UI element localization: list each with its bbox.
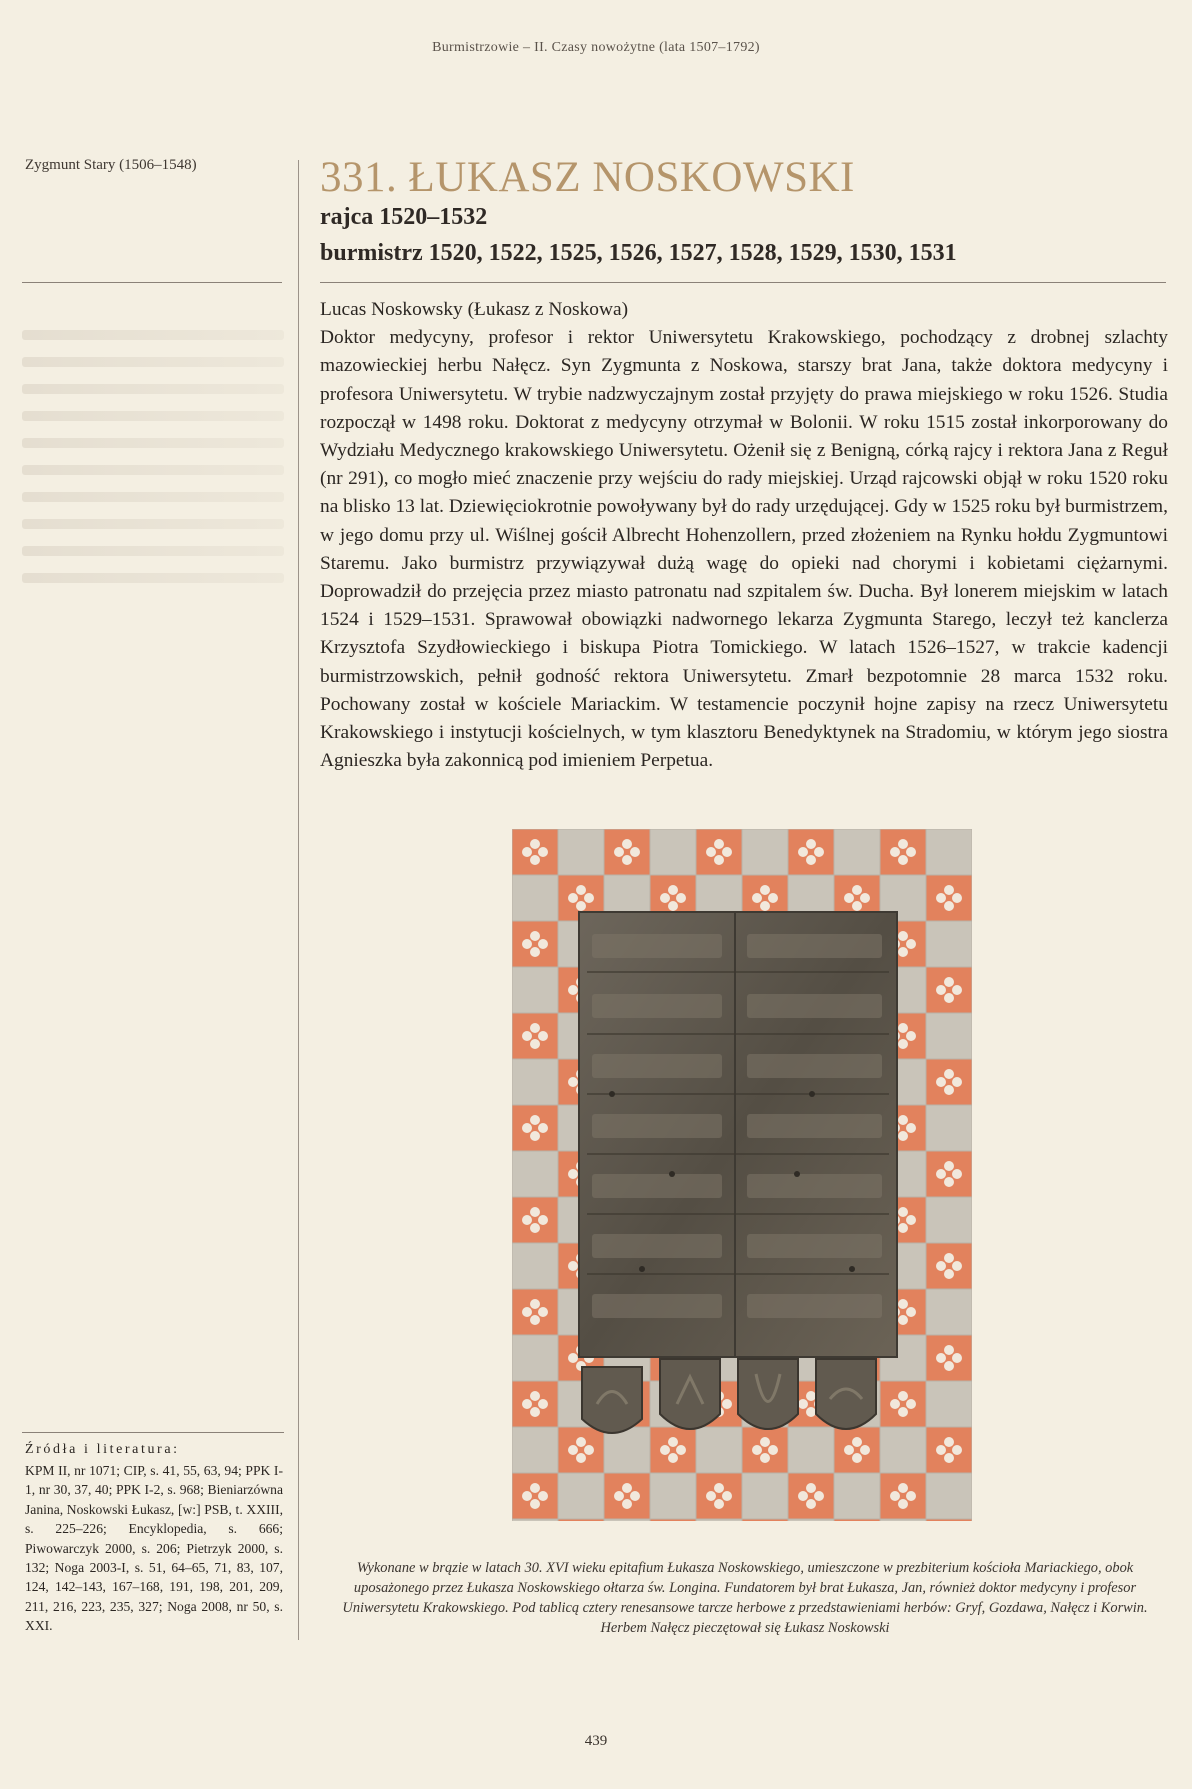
running-head: Burmistrzowie – II. Czasy nowożytne (lata 1507–1792) <box>432 40 760 55</box>
entry-council-years: rajca 1520–1532 <box>320 204 488 230</box>
bio-name-line: Lucas Noskowsky (Łukasz z Noskowa) <box>320 299 629 320</box>
title-divider <box>320 282 1166 283</box>
sources-divider <box>22 1432 284 1433</box>
page-number: 439 <box>584 1733 608 1749</box>
epitaph-photo <box>512 829 972 1521</box>
entry-title: 331. ŁUKASZ NOSKOWSKI <box>320 154 855 201</box>
sources-text: KPM II, nr 1071; CIP, s. 41, 55, 63, 94; PPK I-1, nr 30, 37, 40; PPK I-2, s. 968; Bieniarzówna Janina, Noskowski Łukasz, [w:] PSB, t. XXIII, s. 225–226; Encyklopedia, s. 666; Piwowarczyk 2000, s. 206; Pietrzyk 2000, s. 132; Noga 2003-I, s. 51, 64–65, 71, 83, 107, 124, 142–143, 167–168, 191, 198, 201, 209, 211, 216, 223, 235, 327; Noga 2008, nr 50, s. XXI. <box>25 1463 283 1634</box>
bio-text: Doktor medycyny, profesor i rektor Uniwersytetu Krakowskiego, pochodzący z drobnej szlachty mazowieckiej herbu Nałęcz. Syn Zygmunta z Noskowa, starszy brat Jana, także doktora medycyny i profesora Uniwersytetu. W trybie nadzwyczajnym został przyjęty do prawa miejskiego w roku 1526. Studia rozpoczął w 1498 roku. Doktorat z medycyny otrzymał w Bolonii. W roku 1515 został inkorporowany do Wydziału Medycznego krakowskiego Uniwersytetu. Ożenił się z Benigną, córką rajcy i rektora Jana z Reguł (nr 291), co mogło mieć znaczenie przy wejściu do rady miejskiej. Urząd rajcowski objął w roku 1520 roku na blisko 13 lat. Dziewięciokrotnie powoływany był do rady urzędującej. Gdy w 1525 roku był burmistrzem, w jego domu przy ul. Wiślnej gościł Albrecht Hohenzollern, przed złożeniem na Rynku hołdu Zygmuntowi Staremu. Jako burmistrz przywiązywał dużą wagę do opieki nad chorymi i kobietami ciężarnymi. Doprowadził do przejęcia przez miasto patronatu nad szpitalem św. Ducha. Był lonerem miejskim w latach 1524 i 1529–1531. Sprawował obowiązki nadwornego lekarza Zygmunta Starego, leczył też kanclerza Krzysztofa Szydłowieckiego i biskupa Piotra Tomickiego. W latach 1526–1527, w trakcie kadencji burmistrzowskich, pełnił godność rektora Uniwersytetu. Zmarł bezpotomnie 28 marca 1532 roku. Pochowany został w kościele Mariackim. W testamencie poczynił hojne zapisy na rzecz Uniwersytetu Krakowskiego i instytucji kościelnych, w tym klasztoru Benedyktynek na Stradomiu, w którym jego siostra Agnieszka była zakonnicą pod imieniem Perpetua. <box>320 327 1168 772</box>
column-divider <box>298 160 299 1640</box>
margin-note-reign: Zygmunt Stary (1506–1548) <box>25 157 197 173</box>
entry-mayor-years: burmistrz 1520, 1522, 1525, 1526, 1527, 1528, 1529, 1530, 1531 <box>320 240 957 266</box>
sources-heading: Źródła i literatura: <box>25 1442 180 1457</box>
biography <box>320 296 1168 775</box>
photo-caption: Wykonane w brązie w latach 30. XVI wieku epitafium Łukasza Noskowskiego, umieszczone w prezbiterium kościoła Mariackiego, obok uposażonego przez Łukasza Noskowskiego ołtarza św. Longina. Fundatorem był brat Łukasza, Jan, również doktor medycyny i profesor Uniwersytetu Krakowskiego. Pod tablicą cztery renesansowe tarcze herbowe z przedstawieniami herbów: Gryf, Gozdawa, Nałęcz i Korwin. Herbem Nałęcz pieczętował się Łukasz Noskowski <box>342 1560 1148 1636</box>
bleed-through-text <box>22 330 284 600</box>
margin-divider <box>22 282 282 283</box>
